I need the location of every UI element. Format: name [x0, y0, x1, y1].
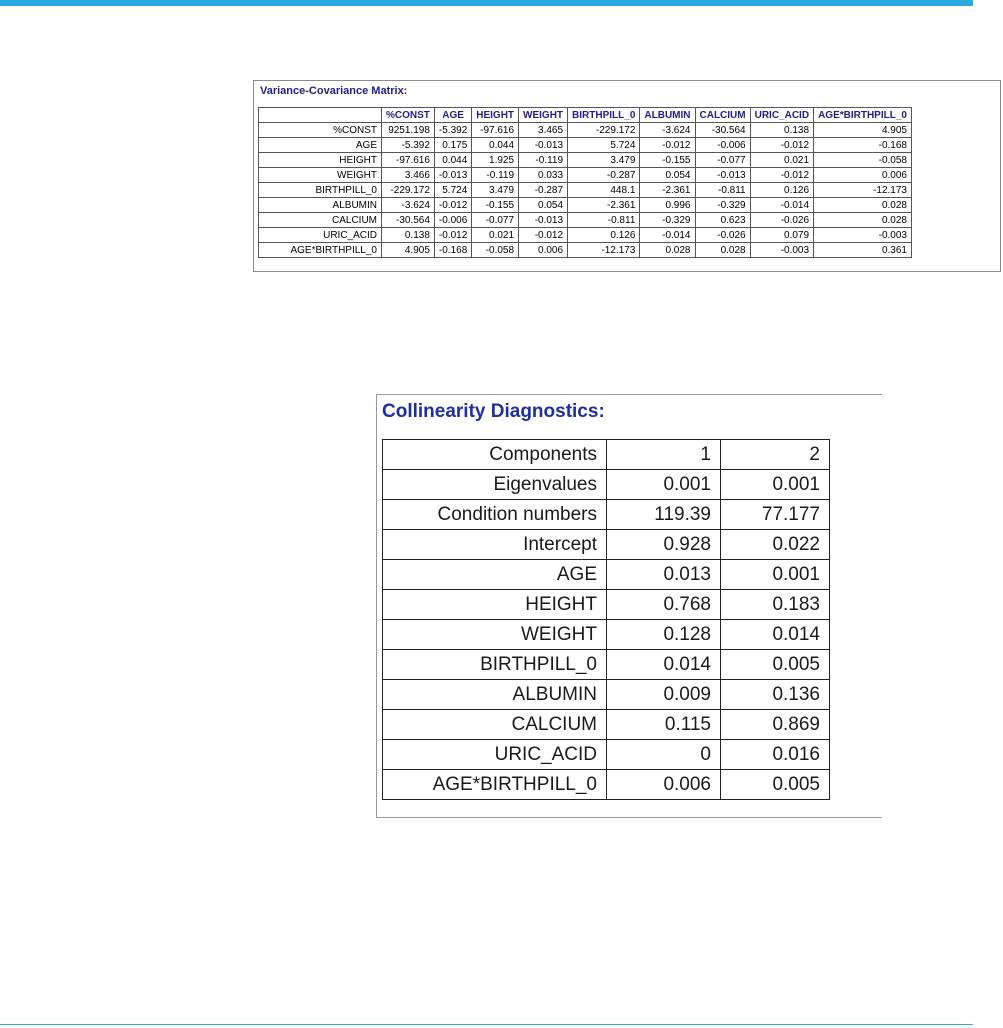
- cd-value-1: 0.013: [607, 560, 721, 590]
- vc-col-header: HEIGHT: [472, 108, 519, 123]
- vc-cell: 0.028: [640, 243, 695, 258]
- vc-cell: -2.361: [568, 198, 640, 213]
- vc-col-header: URIC_ACID: [750, 108, 813, 123]
- vc-cell: 5.724: [568, 138, 640, 153]
- vc-cell: -0.013: [519, 213, 568, 228]
- vc-cell: -0.155: [472, 198, 519, 213]
- collinearity-diagnostics-table: [382, 439, 830, 800]
- cd-row-label: HEIGHT: [383, 590, 607, 620]
- cd-row: [383, 650, 830, 680]
- vc-cell: -0.026: [750, 213, 813, 228]
- vc-cell: 3.479: [568, 153, 640, 168]
- vc-cell: 9251.198: [382, 123, 435, 138]
- vc-row-label: WEIGHT: [259, 168, 382, 183]
- vc-cell: -0.287: [568, 168, 640, 183]
- vc-cell: 0.126: [568, 228, 640, 243]
- cd-row: [383, 530, 830, 560]
- cd-value-2: 0.136: [721, 680, 830, 710]
- cd-value-1: 1: [607, 440, 721, 470]
- vc-cell: 3.466: [382, 168, 435, 183]
- cd-row-label: Intercept: [383, 530, 607, 560]
- vc-cell: -0.003: [750, 243, 813, 258]
- cd-row-label: AGE*BIRTHPILL_0: [383, 770, 607, 800]
- vc-row: [259, 243, 912, 258]
- cd-value-1: 0.128: [607, 620, 721, 650]
- vc-row: [259, 168, 912, 183]
- vc-cell: -0.155: [640, 153, 695, 168]
- cd-value-2: 2: [721, 440, 830, 470]
- vc-cell: -0.012: [640, 138, 695, 153]
- cd-row-label: CALCIUM: [383, 710, 607, 740]
- vc-cell: -0.168: [814, 138, 912, 153]
- vc-cell: 0.021: [472, 228, 519, 243]
- cd-row: [383, 680, 830, 710]
- vc-cell: -0.287: [519, 183, 568, 198]
- cd-row-label: Components: [383, 440, 607, 470]
- vc-row-label: ALBUMIN: [259, 198, 382, 213]
- vc-cell: -0.003: [814, 228, 912, 243]
- cd-value-2: 0.183: [721, 590, 830, 620]
- vc-col-header: ALBUMIN: [640, 108, 695, 123]
- vc-col-header: %CONST: [382, 108, 435, 123]
- vc-cell: -0.006: [695, 138, 750, 153]
- cd-value-2: 0.869: [721, 710, 830, 740]
- collinearity-diagnostics-panel: [376, 394, 882, 818]
- vc-cell: -0.811: [695, 183, 750, 198]
- cd-value-2: 0.016: [721, 740, 830, 770]
- vc-cell: 4.905: [814, 123, 912, 138]
- vc-cell: -0.012: [750, 168, 813, 183]
- collinearity-diagnostics-title: Collinearity Diagnostics:: [382, 401, 605, 422]
- vc-row-label: CALCIUM: [259, 213, 382, 228]
- cd-row-label: Eigenvalues: [383, 470, 607, 500]
- vc-row: [259, 228, 912, 243]
- vc-row-label: %CONST: [259, 123, 382, 138]
- vc-cell: 0.623: [695, 213, 750, 228]
- vc-row: [259, 198, 912, 213]
- vc-cell: -3.624: [640, 123, 695, 138]
- vc-cell: 0.021: [750, 153, 813, 168]
- cd-value-1: 0.001: [607, 470, 721, 500]
- vc-cell: 0.044: [472, 138, 519, 153]
- cd-row-label: BIRTHPILL_0: [383, 650, 607, 680]
- cd-value-1: 0.009: [607, 680, 721, 710]
- vc-cell: 0.361: [814, 243, 912, 258]
- cd-row: [383, 770, 830, 800]
- top-accent-bar: [0, 0, 973, 6]
- vc-cell: -0.013: [519, 138, 568, 153]
- cd-value-2: 0.001: [721, 470, 830, 500]
- vc-cell: -2.361: [640, 183, 695, 198]
- vc-cell: -0.006: [434, 213, 471, 228]
- vc-cell: -0.012: [434, 228, 471, 243]
- vc-row-label: BIRTHPILL_0: [259, 183, 382, 198]
- vc-cell: 0.033: [519, 168, 568, 183]
- cd-value-2: 0.022: [721, 530, 830, 560]
- cd-row: [383, 440, 830, 470]
- vc-row: [259, 213, 912, 228]
- vc-row-label: HEIGHT: [259, 153, 382, 168]
- vc-cell: -0.013: [434, 168, 471, 183]
- cd-row: [383, 710, 830, 740]
- cd-value-2: 0.001: [721, 560, 830, 590]
- vc-cell: -97.616: [382, 153, 435, 168]
- vc-cell: -0.077: [695, 153, 750, 168]
- cd-row: [383, 740, 830, 770]
- variance-covariance-panel: [253, 80, 1001, 272]
- vc-cell: -0.119: [472, 168, 519, 183]
- vc-cell: -0.014: [640, 228, 695, 243]
- vc-cell: 0.028: [814, 213, 912, 228]
- vc-cell: -0.329: [640, 213, 695, 228]
- vc-cell: -0.119: [519, 153, 568, 168]
- vc-table-body: [259, 123, 912, 258]
- vc-cell: -30.564: [382, 213, 435, 228]
- cd-value-1: 0: [607, 740, 721, 770]
- vc-cell: -3.624: [382, 198, 435, 213]
- vc-row: [259, 183, 912, 198]
- vc-col-header: BIRTHPILL_0: [568, 108, 640, 123]
- cd-row-label: Condition numbers: [383, 500, 607, 530]
- vc-cell: -0.014: [750, 198, 813, 213]
- vc-row: [259, 123, 912, 138]
- vc-cell: 3.465: [519, 123, 568, 138]
- cd-row: [383, 620, 830, 650]
- vc-cell: -30.564: [695, 123, 750, 138]
- vc-row-label: AGE*BIRTHPILL_0: [259, 243, 382, 258]
- vc-cell: 0.126: [750, 183, 813, 198]
- vc-col-header: AGE: [434, 108, 471, 123]
- cd-value-1: 0.768: [607, 590, 721, 620]
- vc-cell: -0.013: [695, 168, 750, 183]
- vc-cell: 3.479: [472, 183, 519, 198]
- vc-cell: 0.175: [434, 138, 471, 153]
- vc-cell: -12.173: [814, 183, 912, 198]
- cd-value-1: 0.014: [607, 650, 721, 680]
- vc-cell: -97.616: [472, 123, 519, 138]
- vc-cell: 0.028: [814, 198, 912, 213]
- cd-value-2: 0.014: [721, 620, 830, 650]
- vc-cell: 0.996: [640, 198, 695, 213]
- vc-cell: -0.012: [519, 228, 568, 243]
- vc-cell: 0.006: [519, 243, 568, 258]
- vc-cell: 5.724: [434, 183, 471, 198]
- vc-row-label: AGE: [259, 138, 382, 153]
- vc-corner-cell: [259, 108, 382, 123]
- vc-cell: 0.079: [750, 228, 813, 243]
- cd-row-label: ALBUMIN: [383, 680, 607, 710]
- cd-row: [383, 500, 830, 530]
- cd-row: [383, 560, 830, 590]
- vc-cell: 448.1: [568, 183, 640, 198]
- cd-value-1: 0.928: [607, 530, 721, 560]
- vc-cell: -0.012: [434, 198, 471, 213]
- cd-row-label: URIC_ACID: [383, 740, 607, 770]
- vc-cell: -12.173: [568, 243, 640, 258]
- vc-cell: -0.012: [750, 138, 813, 153]
- vc-cell: 4.905: [382, 243, 435, 258]
- cd-value-1: 0.006: [607, 770, 721, 800]
- cd-value-1: 0.115: [607, 710, 721, 740]
- vc-cell: 0.044: [434, 153, 471, 168]
- vc-cell: -5.392: [434, 123, 471, 138]
- vc-cell: -5.392: [382, 138, 435, 153]
- vc-cell: 0.054: [640, 168, 695, 183]
- vc-row-label: URIC_ACID: [259, 228, 382, 243]
- vc-cell: 0.054: [519, 198, 568, 213]
- cd-value-2: 0.005: [721, 650, 830, 680]
- cd-row: [383, 470, 830, 500]
- vc-cell: -229.172: [568, 123, 640, 138]
- cd-row: [383, 590, 830, 620]
- vc-col-header: AGE*BIRTHPILL_0: [814, 108, 912, 123]
- vc-cell: 0.138: [382, 228, 435, 243]
- vc-row: [259, 138, 912, 153]
- variance-covariance-title: Variance-Covariance Matrix:: [260, 85, 408, 97]
- vc-col-header: WEIGHT: [519, 108, 568, 123]
- vc-cell: -0.058: [472, 243, 519, 258]
- cd-value-2: 77.177: [721, 500, 830, 530]
- cd-value-2: 0.005: [721, 770, 830, 800]
- vc-cell: 0.028: [695, 243, 750, 258]
- vc-cell: 0.138: [750, 123, 813, 138]
- cd-row-label: AGE: [383, 560, 607, 590]
- vc-cell: -0.026: [695, 228, 750, 243]
- vc-cell: -0.811: [568, 213, 640, 228]
- vc-cell: 1.925: [472, 153, 519, 168]
- variance-covariance-table: [258, 107, 912, 258]
- vc-cell: -0.077: [472, 213, 519, 228]
- vc-cell: -0.329: [695, 198, 750, 213]
- vc-cell: 0.006: [814, 168, 912, 183]
- cd-table-body: [383, 440, 830, 800]
- vc-cell: -0.058: [814, 153, 912, 168]
- cd-row-label: WEIGHT: [383, 620, 607, 650]
- vc-col-header: CALCIUM: [695, 108, 750, 123]
- cd-value-1: 119.39: [607, 500, 721, 530]
- vc-cell: -0.168: [434, 243, 471, 258]
- bottom-rule-line: [0, 1024, 973, 1025]
- vc-header-row: [259, 108, 912, 123]
- vc-row: [259, 153, 912, 168]
- vc-cell: -229.172: [382, 183, 435, 198]
